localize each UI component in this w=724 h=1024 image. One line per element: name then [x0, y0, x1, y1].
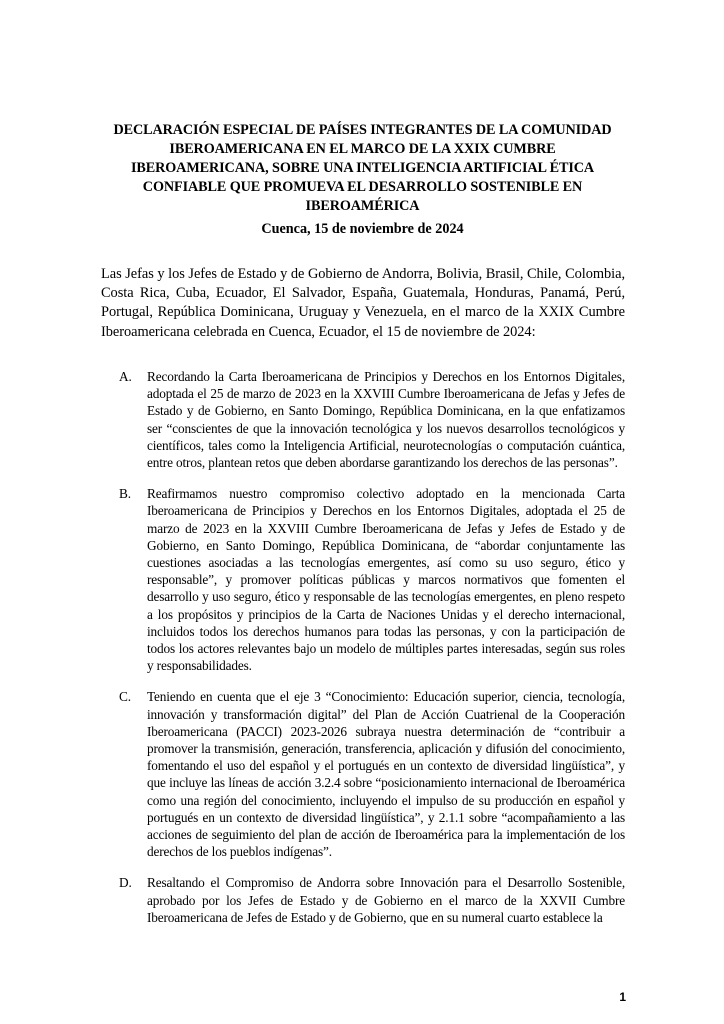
item-letter: B. [119, 486, 131, 502]
considerations-list [119, 368, 625, 926]
list-item [119, 485, 625, 674]
list-item [119, 688, 625, 860]
item-letter: A. [119, 369, 132, 384]
item-text: Resaltando el Compromiso de Andorra sobre Innovación para el Desarrollo Sostenible, aprobado por los Jefes de Estado y de Gobierno en el marco de la XXVII Cumbre Iberoamericana de Jefes de Estado y de Gobierno, que en su numeral cuarto establece la [147, 875, 625, 925]
page-number: 1 [619, 990, 626, 1004]
item-letter: D. [119, 875, 132, 891]
list-item [119, 874, 625, 926]
item-letter: C. [119, 689, 131, 705]
date-line: Cuenca, 15 de noviembre de 2024 [261, 221, 464, 237]
item-text: Recordando la Carta Iberoamericana de Principios y Derechos en los Entornos Digitales, adoptada el 25 de marzo de 2023 en la XXVIII Cumbre Iberoamericana de Jefas y Jefes de Estado y de Gobierno, en Santo Domingo, República Dominicana, en la que enfatizamos ser “conscientes de que la innovación tecnológica y los nuevos desarrollos tecnológicos y científicos, tales como la Inteligencia Artificial, neurotecnologías o computación cuántica, entre otros, plantean retos que deben abordarse garantizando los derechos de las personas”. [147, 369, 625, 471]
item-text: Teniendo en cuenta que el eje 3 “Conocimiento: Educación superior, ciencia, tecnología, innovación y transformación digital” del Plan de Acción Cuatrienal de la Cooperación Iberoamericana (PACCI) 2023-2026 subraya nuestra determinación de “contribuir a promover la transmisión, generación, transferencia, aplicación y difusión del conocimiento, fomentando el uso del español y el portugués en un contexto de diversidad lingüística”, y que incluye las líneas de acción 3.2.4 sobre “posicionamiento internacional de Iberoamérica como una región del conocimiento, incluyendo el impulso de su producción en español y portugués en un contexto de diversidad lingüística”, y 2.1.1 sobre “acompañamiento a las acciones de seguimiento del plan de acción de Iberoamérica para la implementación de los derechos de los pueblos indígenas”. [147, 689, 625, 860]
item-text: Reafirmamos nuestro compromiso colectivo adoptado en la mencionada Carta Iberoamericana de Principios y Derechos en los Entornos Digitales, adoptada el 25 de marzo de 2023 en la XXVIII Cumbre Iberoamericana de Jefas y Jefes de Estado y de Gobierno, en Santo Domingo, República Dominicana, de “abordar conjuntamente las cuestiones asociadas a las tecnologías emergentes, así como su uso seguro, ético y responsable”, y promover políticas públicas y marcos normativos que fomenten el desarrollo y uso seguro, ético y responsable de las tecnologías emergentes, en pleno respeto a los propósitos y principios de la Carta de Naciones Unidas y el derecho internacional, incluidos todos los derechos humanos para todas las personas, y con la participación de todos los actores relevantes bajo un modelo de múltiples partes interesadas, según sus roles y responsabilidades. [147, 486, 625, 674]
list-item [119, 368, 625, 471]
intro-paragraph: Las Jefas y los Jefes de Estado y de Gobierno de Andorra, Bolivia, Brasil, Chile, Colombia, Costa Rica, Cuba, Ecuador, El Salvador, España, Guatemala, Honduras, Panamá, Perú, Portugal, República Dominicana, Uruguay y Venezuela, en el marco de la XXIX Cumbre Iberoamericana celebrada en Cuenca, Ecuador, el 15 de noviembre de 2024: [101, 266, 625, 340]
declaration-title: DECLARACIÓN ESPECIAL DE PAÍSES INTEGRANTES DE LA COMUNIDAD IBEROAMERICANA EN EL MARCO DE LA XXIX CUMBRE IBEROAMERICANA, SOBRE UNA INTELIGENCIA ARTIFICIAL ÉTICA CONFIABLE QUE PROMUEVA EL DESARROLLO SOSTENIBLE EN IBEROAMÉRICA [113, 122, 612, 214]
